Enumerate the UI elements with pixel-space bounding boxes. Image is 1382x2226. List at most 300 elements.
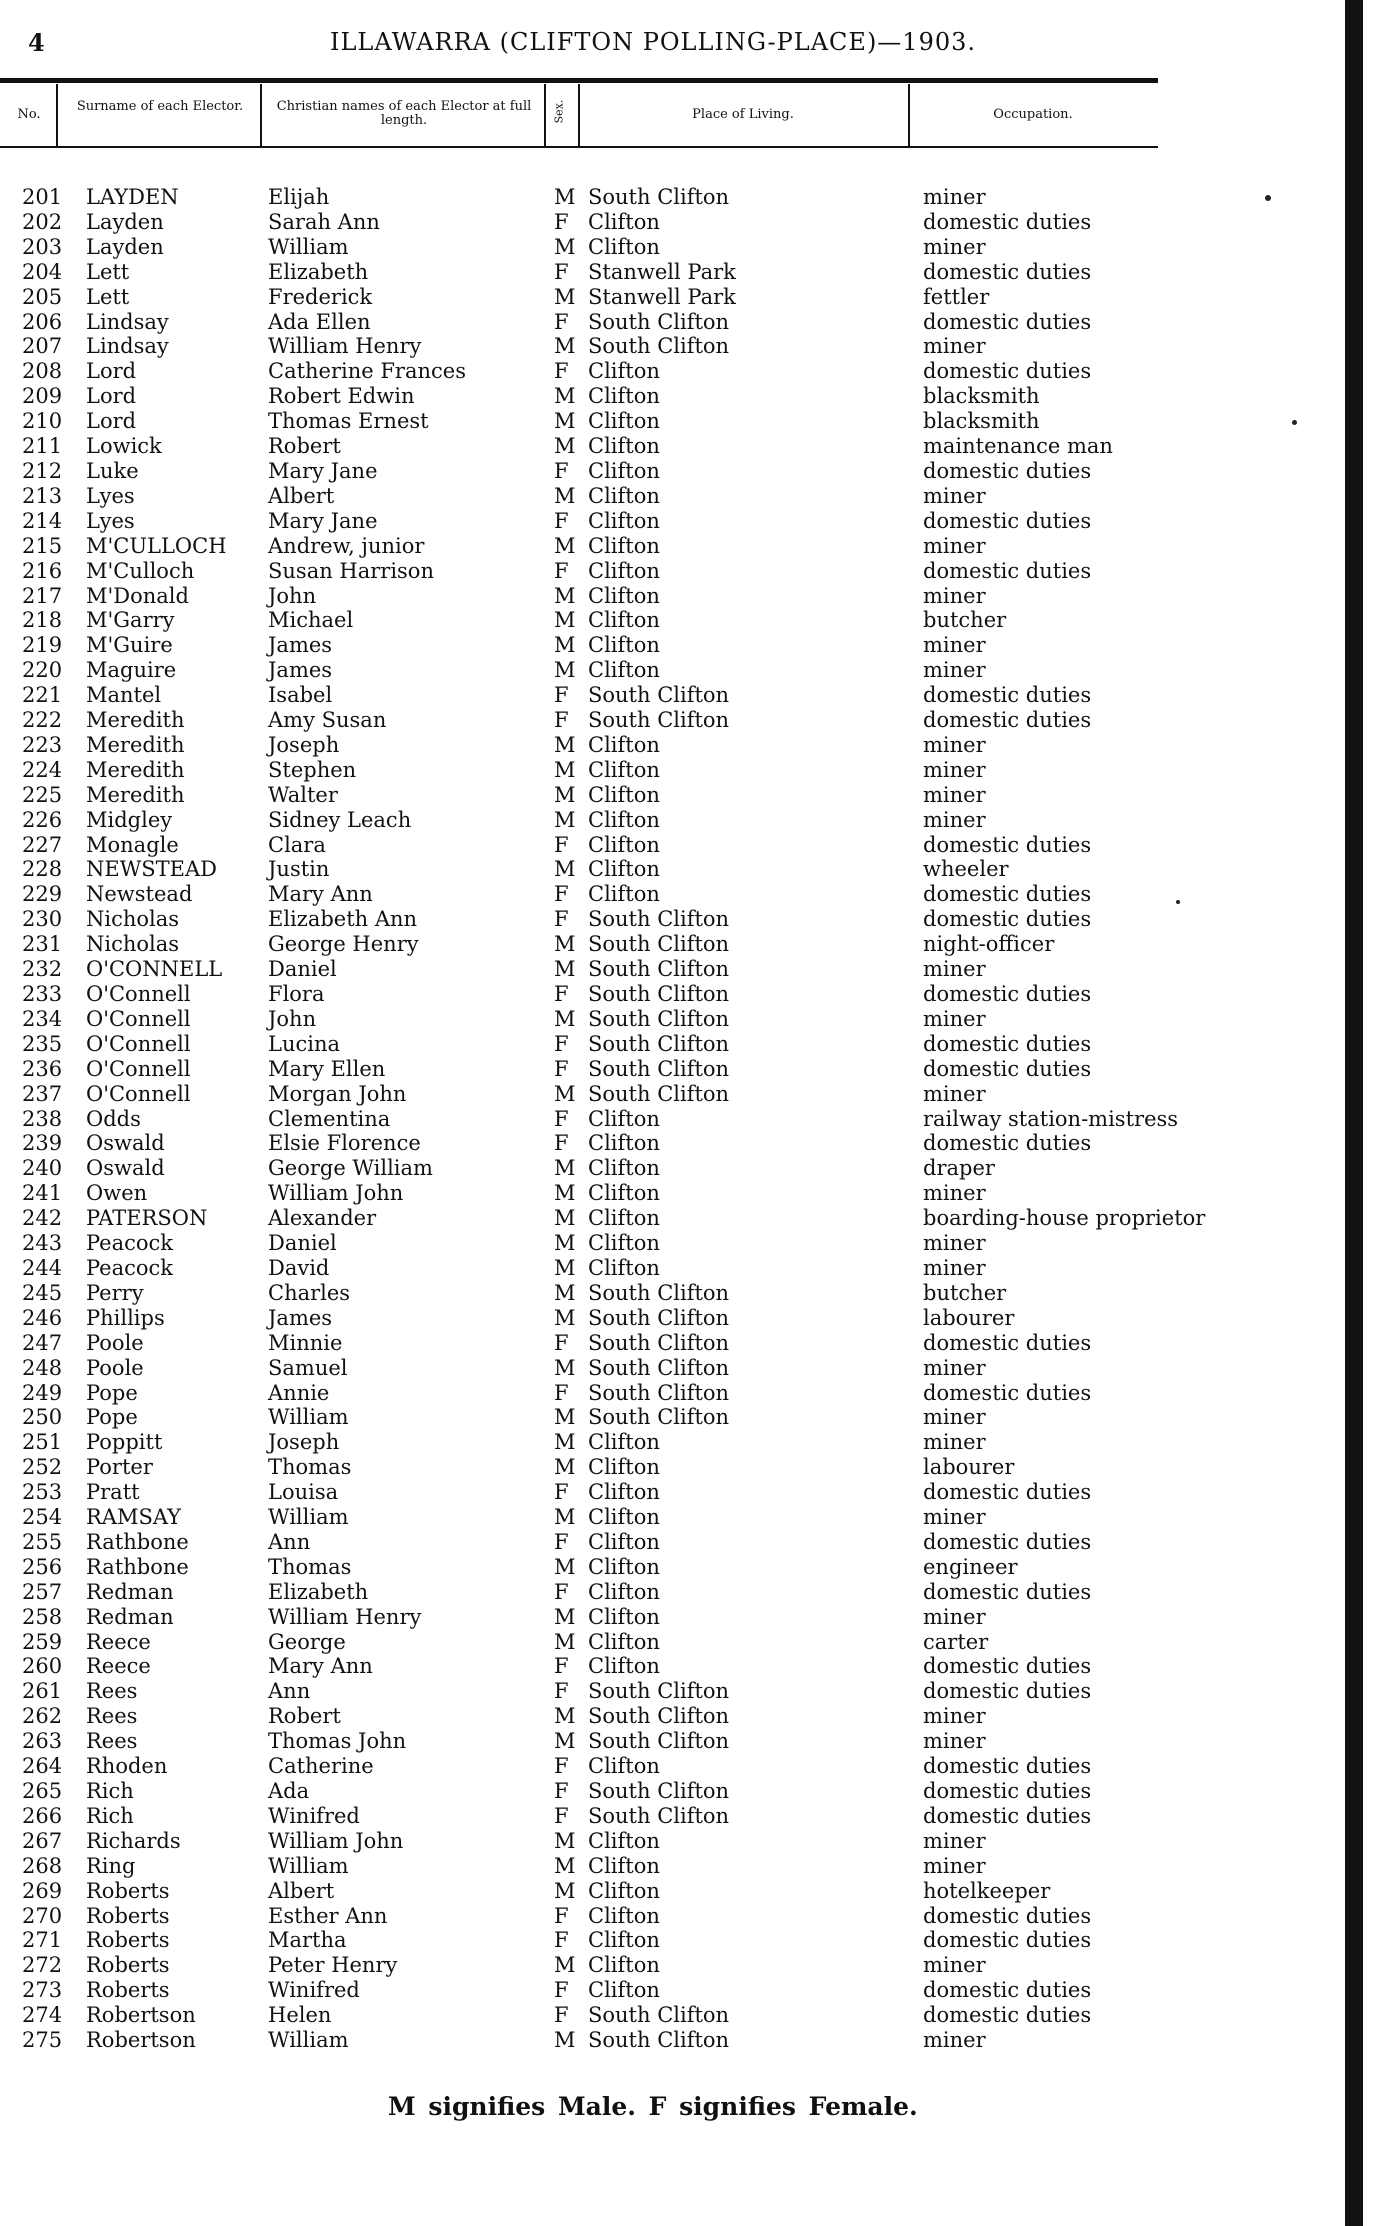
elector-sex: F xyxy=(554,259,569,284)
table-row xyxy=(0,534,1200,559)
elector-sex: F xyxy=(554,209,569,234)
elector-sex: F xyxy=(554,1031,569,1056)
elector-occupation: domestic duties xyxy=(923,558,1092,583)
elector-number: 230 xyxy=(22,907,63,932)
elector-occupation: miner xyxy=(923,757,986,782)
table-row xyxy=(0,1306,1200,1331)
elector-christian-names: Mary Ann xyxy=(268,882,373,907)
table-row xyxy=(0,1356,1200,1381)
elector-surname: Redman xyxy=(86,1579,174,1604)
elector-christian-names: William xyxy=(268,234,349,259)
table-row xyxy=(0,1530,1200,1555)
elector-sex: M xyxy=(554,533,576,558)
elector-sex: M xyxy=(554,1729,576,1754)
table-row xyxy=(0,185,1200,210)
elector-christian-names: Clara xyxy=(268,832,326,857)
elector-surname: Maguire xyxy=(86,658,177,683)
elector-place-of-living: Clifton xyxy=(588,1878,660,1903)
elector-christian-names: George William xyxy=(268,1156,433,1181)
top-rule xyxy=(0,78,1158,83)
elector-surname: Oswald xyxy=(86,1156,165,1181)
elector-place-of-living: Clifton xyxy=(588,857,660,882)
elector-place-of-living: Clifton xyxy=(588,1554,660,1579)
elector-sex: M xyxy=(554,1280,576,1305)
table-row xyxy=(0,1405,1200,1430)
table-row xyxy=(0,1107,1200,1132)
elector-occupation: domestic duties xyxy=(923,259,1092,284)
table-row xyxy=(0,1505,1200,1530)
elector-place-of-living: Clifton xyxy=(588,1231,660,1256)
table-row xyxy=(0,1754,1200,1779)
table-row xyxy=(0,957,1200,982)
elector-christian-names: Minnie xyxy=(268,1330,343,1355)
table-row xyxy=(0,1057,1200,1082)
elector-occupation: miner xyxy=(923,234,986,259)
elector-occupation: domestic duties xyxy=(923,832,1092,857)
elector-occupation: miner xyxy=(923,658,986,683)
elector-number: 238 xyxy=(22,1106,63,1131)
elector-number: 255 xyxy=(22,1529,63,1554)
elector-surname: Robertson xyxy=(86,2028,196,2053)
elector-number: 234 xyxy=(22,1006,63,1031)
elector-place-of-living: Clifton xyxy=(588,1629,660,1654)
elector-christian-names: Flora xyxy=(268,982,325,1006)
elector-christian-names: Winifred xyxy=(268,1978,360,2003)
col-divider xyxy=(260,84,262,146)
elector-number: 274 xyxy=(22,2003,63,2028)
elector-occupation: domestic duties xyxy=(923,309,1092,334)
elector-place-of-living: South Clifton xyxy=(588,1380,730,1405)
elector-surname: Richards xyxy=(86,1828,181,1853)
elector-sex: M xyxy=(554,1554,576,1579)
elector-sex: F xyxy=(554,832,569,857)
elector-occupation: domestic duties xyxy=(923,1779,1092,1803)
elector-christian-names: Robert xyxy=(268,1704,341,1729)
elector-sex: F xyxy=(554,1978,569,2003)
table-row xyxy=(0,434,1200,459)
elector-place-of-living: Clifton xyxy=(588,1455,660,1480)
elector-sex: M xyxy=(554,1505,576,1530)
elector-christian-names: George Henry xyxy=(268,932,419,957)
elector-occupation: miner xyxy=(923,782,986,807)
elector-sex: F xyxy=(554,359,569,384)
elector-sex: M xyxy=(554,1156,576,1181)
table-row xyxy=(0,1580,1200,1605)
table-row xyxy=(0,1953,1200,1978)
elector-christian-names: Mary Jane xyxy=(268,508,378,533)
elector-place-of-living: Stanwell Park xyxy=(588,284,736,309)
table-row xyxy=(0,758,1200,783)
elector-place-of-living: Clifton xyxy=(588,1206,660,1231)
elector-occupation: boarding-house proprietor xyxy=(923,1206,1206,1231)
elector-surname: Layden xyxy=(86,234,164,259)
table-row xyxy=(0,1256,1200,1281)
elector-place-of-living: South Clifton xyxy=(588,708,730,733)
elector-occupation: domestic duties xyxy=(923,1754,1092,1779)
elector-place-of-living: Clifton xyxy=(588,757,660,782)
elector-christian-names: Samuel xyxy=(268,1355,348,1380)
elector-number: 265 xyxy=(22,1779,63,1803)
elector-place-of-living: South Clifton xyxy=(588,1081,730,1106)
table-row xyxy=(0,409,1200,434)
elector-occupation: miner xyxy=(923,807,986,832)
elector-sex: F xyxy=(554,1928,569,1953)
elector-christian-names: William xyxy=(268,1505,349,1530)
elector-surname: Odds xyxy=(86,1106,141,1131)
elector-place-of-living: South Clifton xyxy=(588,957,730,982)
elector-christian-names: Ada Ellen xyxy=(268,309,371,334)
elector-surname: Midgley xyxy=(86,807,173,832)
elector-surname: Rich xyxy=(86,1803,134,1828)
table-row xyxy=(0,359,1200,384)
elector-occupation: miner xyxy=(923,1255,986,1280)
elector-occupation: miner xyxy=(923,1505,986,1530)
elector-christian-names: Elizabeth Ann xyxy=(268,907,418,932)
elector-number: 271 xyxy=(22,1928,63,1953)
elector-sex: F xyxy=(554,558,569,583)
elector-number: 240 xyxy=(22,1156,63,1181)
table-row xyxy=(0,733,1200,758)
elector-surname: Ring xyxy=(86,1853,136,1878)
elector-christian-names: James xyxy=(268,658,333,683)
elector-place-of-living: South Clifton xyxy=(588,1006,730,1031)
elector-occupation: hotelkeeper xyxy=(923,1878,1051,1903)
table-row xyxy=(0,1879,1200,1904)
elector-number: 203 xyxy=(22,234,63,259)
elector-number: 215 xyxy=(22,533,63,558)
elector-place-of-living: South Clifton xyxy=(588,334,730,359)
elector-place-of-living: Clifton xyxy=(588,384,660,409)
table-row xyxy=(0,559,1200,584)
elector-place-of-living: South Clifton xyxy=(588,1729,730,1754)
elector-occupation: railway station-mistress xyxy=(923,1106,1179,1131)
elector-occupation: miner xyxy=(923,1704,986,1729)
elector-christian-names: Ann xyxy=(268,1679,311,1704)
elector-number: 252 xyxy=(22,1455,63,1480)
elector-occupation: butcher xyxy=(923,608,1007,633)
elector-occupation: domestic duties xyxy=(923,1579,1092,1604)
elector-occupation: miner xyxy=(923,1953,986,1978)
elector-christian-names: Alexander xyxy=(268,1206,377,1231)
elector-christian-names: Thomas xyxy=(268,1455,352,1480)
page-number: 4 xyxy=(28,28,45,57)
elector-surname: O'Connell xyxy=(86,1006,191,1031)
elector-surname: Meredith xyxy=(86,757,185,782)
elector-number: 270 xyxy=(22,1903,63,1928)
table-row xyxy=(0,808,1200,833)
elector-number: 220 xyxy=(22,658,63,683)
elector-number: 228 xyxy=(22,857,63,882)
elector-christian-names: Thomas Ernest xyxy=(268,409,429,434)
elector-occupation: butcher xyxy=(923,1280,1007,1305)
elector-sex: F xyxy=(554,1330,569,1355)
table-row xyxy=(0,1928,1200,1953)
elector-number: 268 xyxy=(22,1853,63,1878)
table-row xyxy=(0,1978,1200,2003)
elector-christian-names: Susan Harrison xyxy=(268,558,434,583)
elector-occupation: carter xyxy=(923,1629,989,1654)
elector-occupation: domestic duties xyxy=(923,1480,1092,1505)
elector-place-of-living: Clifton xyxy=(588,483,660,508)
elector-sex: F xyxy=(554,882,569,907)
elector-christian-names: Sidney Leach xyxy=(268,807,412,832)
elector-surname: Reece xyxy=(86,1654,151,1679)
elector-christian-names: Elizabeth xyxy=(268,259,369,284)
elector-surname: Pratt xyxy=(86,1480,140,1505)
elector-place-of-living: Clifton xyxy=(588,658,660,683)
elector-place-of-living: Clifton xyxy=(588,832,660,857)
table-row xyxy=(0,509,1200,534)
elector-number: 245 xyxy=(22,1280,63,1305)
elector-number: 247 xyxy=(22,1330,63,1355)
elector-sex: F xyxy=(554,1106,569,1131)
elector-surname: Mantel xyxy=(86,683,162,708)
elector-occupation: miner xyxy=(923,1081,986,1106)
elector-sex: M xyxy=(554,583,576,608)
elector-sex: M xyxy=(554,1355,576,1380)
elector-occupation: domestic duties xyxy=(923,1803,1092,1828)
elector-christian-names: Morgan John xyxy=(268,1081,407,1106)
elector-occupation: miner xyxy=(923,1430,986,1455)
elector-occupation: miner xyxy=(923,185,986,209)
elector-surname: Oswald xyxy=(86,1131,165,1156)
sex-legend: M signifies Male. F signifies Female. xyxy=(388,2092,918,2121)
elector-christian-names: Isabel xyxy=(268,683,333,708)
elector-surname: Rich xyxy=(86,1779,134,1803)
elector-occupation: miner xyxy=(923,1006,986,1031)
table-row xyxy=(0,932,1200,957)
elector-surname: Rees xyxy=(86,1704,138,1729)
elector-place-of-living: South Clifton xyxy=(588,1679,730,1704)
elector-christian-names: Sarah Ann xyxy=(268,209,380,234)
elector-christian-names: Clementina xyxy=(268,1106,391,1131)
elector-christian-names: Justin xyxy=(268,857,330,882)
elector-christian-names: Daniel xyxy=(268,1231,337,1256)
elector-sex: M xyxy=(554,1853,576,1878)
table-row xyxy=(0,1605,1200,1630)
elector-number: 227 xyxy=(22,832,63,857)
elector-sex: M xyxy=(554,658,576,683)
elector-place-of-living: South Clifton xyxy=(588,907,730,932)
elector-place-of-living: South Clifton xyxy=(588,185,730,209)
table-row xyxy=(0,1480,1200,1505)
elector-number: 251 xyxy=(22,1430,63,1455)
elector-place-of-living: South Clifton xyxy=(588,1305,730,1330)
table-row xyxy=(0,1654,1200,1679)
elector-occupation: engineer xyxy=(923,1554,1018,1579)
elector-occupation: miner xyxy=(923,1604,986,1629)
elector-place-of-living: Clifton xyxy=(588,1903,660,1928)
elector-sex: M xyxy=(554,1430,576,1455)
elector-occupation: miner xyxy=(923,1355,986,1380)
elector-surname: Poole xyxy=(86,1330,144,1355)
elector-christian-names: David xyxy=(268,1255,330,1280)
table-row xyxy=(0,1381,1200,1406)
elector-sex: M xyxy=(554,409,576,434)
col-header-sex: Sex. xyxy=(552,99,566,124)
elector-number: 208 xyxy=(22,359,63,384)
elector-christian-names: Joseph xyxy=(268,1430,340,1455)
elector-place-of-living: Clifton xyxy=(588,409,660,434)
elector-christian-names: Frederick xyxy=(268,284,373,309)
elector-number: 211 xyxy=(22,434,63,459)
elector-place-of-living: Clifton xyxy=(588,1131,660,1156)
elector-occupation: miner xyxy=(923,533,986,558)
elector-sex: M xyxy=(554,1181,576,1206)
elector-number: 254 xyxy=(22,1505,63,1530)
elector-place-of-living: South Clifton xyxy=(588,1803,730,1828)
table-row xyxy=(0,1181,1200,1206)
table-row xyxy=(0,310,1200,335)
elector-number: 244 xyxy=(22,1255,63,1280)
elector-occupation: miner xyxy=(923,633,986,658)
elector-place-of-living: Clifton xyxy=(588,558,660,583)
elector-occupation: domestic duties xyxy=(923,1679,1092,1704)
elector-occupation: domestic duties xyxy=(923,1654,1092,1679)
elector-christian-names: Ann xyxy=(268,1529,311,1554)
elector-place-of-living: Clifton xyxy=(588,1505,660,1530)
table-row xyxy=(0,708,1200,733)
elector-sex: M xyxy=(554,957,576,982)
elector-place-of-living: South Clifton xyxy=(588,982,730,1006)
elector-occupation: labourer xyxy=(923,1305,1015,1330)
table-row xyxy=(0,1904,1200,1929)
table-row xyxy=(0,1854,1200,1879)
elector-surname: Lord xyxy=(86,409,137,434)
elector-surname: Poppitt xyxy=(86,1430,163,1455)
elector-place-of-living: Stanwell Park xyxy=(588,259,736,284)
elector-surname: Roberts xyxy=(86,1928,170,1953)
elector-place-of-living: Clifton xyxy=(588,1828,660,1853)
elector-sex: F xyxy=(554,508,569,533)
elector-place-of-living: Clifton xyxy=(588,234,660,259)
table-row xyxy=(0,1331,1200,1356)
elector-number: 250 xyxy=(22,1405,63,1430)
elector-sex: F xyxy=(554,458,569,483)
elector-place-of-living: Clifton xyxy=(588,608,660,633)
elector-christian-names: Amy Susan xyxy=(268,708,387,733)
elector-christian-names: Mary Ellen xyxy=(268,1056,386,1081)
elector-occupation: domestic duties xyxy=(923,508,1092,533)
elector-sex: M xyxy=(554,932,576,957)
elector-christian-names: Louisa xyxy=(268,1480,339,1505)
elector-number: 214 xyxy=(22,508,63,533)
table-row xyxy=(0,235,1200,260)
elector-sex: F xyxy=(554,1131,569,1156)
elector-christian-names: Charles xyxy=(268,1280,351,1305)
elector-surname: Reece xyxy=(86,1629,151,1654)
elector-number: 201 xyxy=(22,185,63,209)
print-speck xyxy=(1176,900,1180,904)
elector-sex: M xyxy=(554,434,576,459)
elector-surname: Rees xyxy=(86,1679,138,1704)
elector-surname: Pope xyxy=(86,1380,138,1405)
elector-occupation: domestic duties xyxy=(923,683,1092,708)
elector-number: 272 xyxy=(22,1953,63,1978)
elector-sex: M xyxy=(554,334,576,359)
elector-sex: F xyxy=(554,1903,569,1928)
elector-occupation: miner xyxy=(923,1405,986,1430)
elector-number: 216 xyxy=(22,558,63,583)
table-row xyxy=(0,1131,1200,1156)
table-row xyxy=(0,1779,1200,1804)
elector-surname: Roberts xyxy=(86,1953,170,1978)
elector-surname: M'Culloch xyxy=(86,558,195,583)
elector-sex: F xyxy=(554,1529,569,1554)
table-row xyxy=(0,608,1200,633)
elector-number: 219 xyxy=(22,633,63,658)
elector-sex: M xyxy=(554,1206,576,1231)
table-row xyxy=(0,1082,1200,1107)
elector-surname: O'Connell xyxy=(86,1031,191,1056)
elector-surname: O'Connell xyxy=(86,1081,191,1106)
elector-number: 210 xyxy=(22,409,63,434)
table-row xyxy=(0,334,1200,359)
elector-place-of-living: South Clifton xyxy=(588,1704,730,1729)
col-header-occupation: Occupation. xyxy=(993,107,1073,122)
elector-place-of-living: Clifton xyxy=(588,807,660,832)
elector-number: 223 xyxy=(22,732,63,757)
elector-place-of-living: Clifton xyxy=(588,1106,660,1131)
elector-occupation: maintenance man xyxy=(923,434,1113,459)
col-header-christian: Christian names of each Elector at full length. xyxy=(276,99,532,128)
elector-place-of-living: South Clifton xyxy=(588,1779,730,1803)
elector-number: 212 xyxy=(22,458,63,483)
elector-sex: F xyxy=(554,708,569,733)
elector-place-of-living: South Clifton xyxy=(588,683,730,708)
elector-place-of-living: Clifton xyxy=(588,732,660,757)
elector-number: 222 xyxy=(22,708,63,733)
elector-surname: M'Donald xyxy=(86,583,189,608)
elector-number: 226 xyxy=(22,807,63,832)
elector-christian-names: Elizabeth xyxy=(268,1579,369,1604)
elector-surname: NEWSTEAD xyxy=(86,857,218,882)
elector-place-of-living: South Clifton xyxy=(588,1330,730,1355)
elector-sex: F xyxy=(554,1380,569,1405)
elector-number: 241 xyxy=(22,1181,63,1206)
elector-sex: M xyxy=(554,633,576,658)
elector-place-of-living: Clifton xyxy=(588,782,660,807)
elector-christian-names: William xyxy=(268,1405,349,1430)
elector-sex: F xyxy=(554,2003,569,2028)
table-row xyxy=(0,683,1200,708)
elector-occupation: domestic duties xyxy=(923,1529,1092,1554)
table-row xyxy=(0,1281,1200,1306)
table-row xyxy=(0,1156,1200,1181)
elector-christian-names: Lucina xyxy=(268,1031,340,1056)
elector-sex: M xyxy=(554,1231,576,1256)
elector-sex: M xyxy=(554,2028,576,2053)
elector-surname: Luke xyxy=(86,458,139,483)
elector-surname: Nicholas xyxy=(86,907,180,932)
elector-place-of-living: Clifton xyxy=(588,508,660,533)
elector-occupation: domestic duties xyxy=(923,209,1092,234)
elector-christian-names: Annie xyxy=(268,1380,330,1405)
elector-sex: F xyxy=(554,1654,569,1679)
elector-place-of-living: South Clifton xyxy=(588,1280,730,1305)
elector-number: 235 xyxy=(22,1031,63,1056)
elector-surname: Roberts xyxy=(86,1903,170,1928)
table-row xyxy=(0,1007,1200,1032)
elector-occupation: miner xyxy=(923,334,986,359)
table-row xyxy=(0,1206,1206,1231)
table-row xyxy=(0,1555,1200,1580)
elector-place-of-living: Clifton xyxy=(588,1654,660,1679)
elector-surname: Lindsay xyxy=(86,309,169,334)
col-divider xyxy=(544,84,546,146)
elector-place-of-living: South Clifton xyxy=(588,1355,730,1380)
elector-occupation: miner xyxy=(923,732,986,757)
